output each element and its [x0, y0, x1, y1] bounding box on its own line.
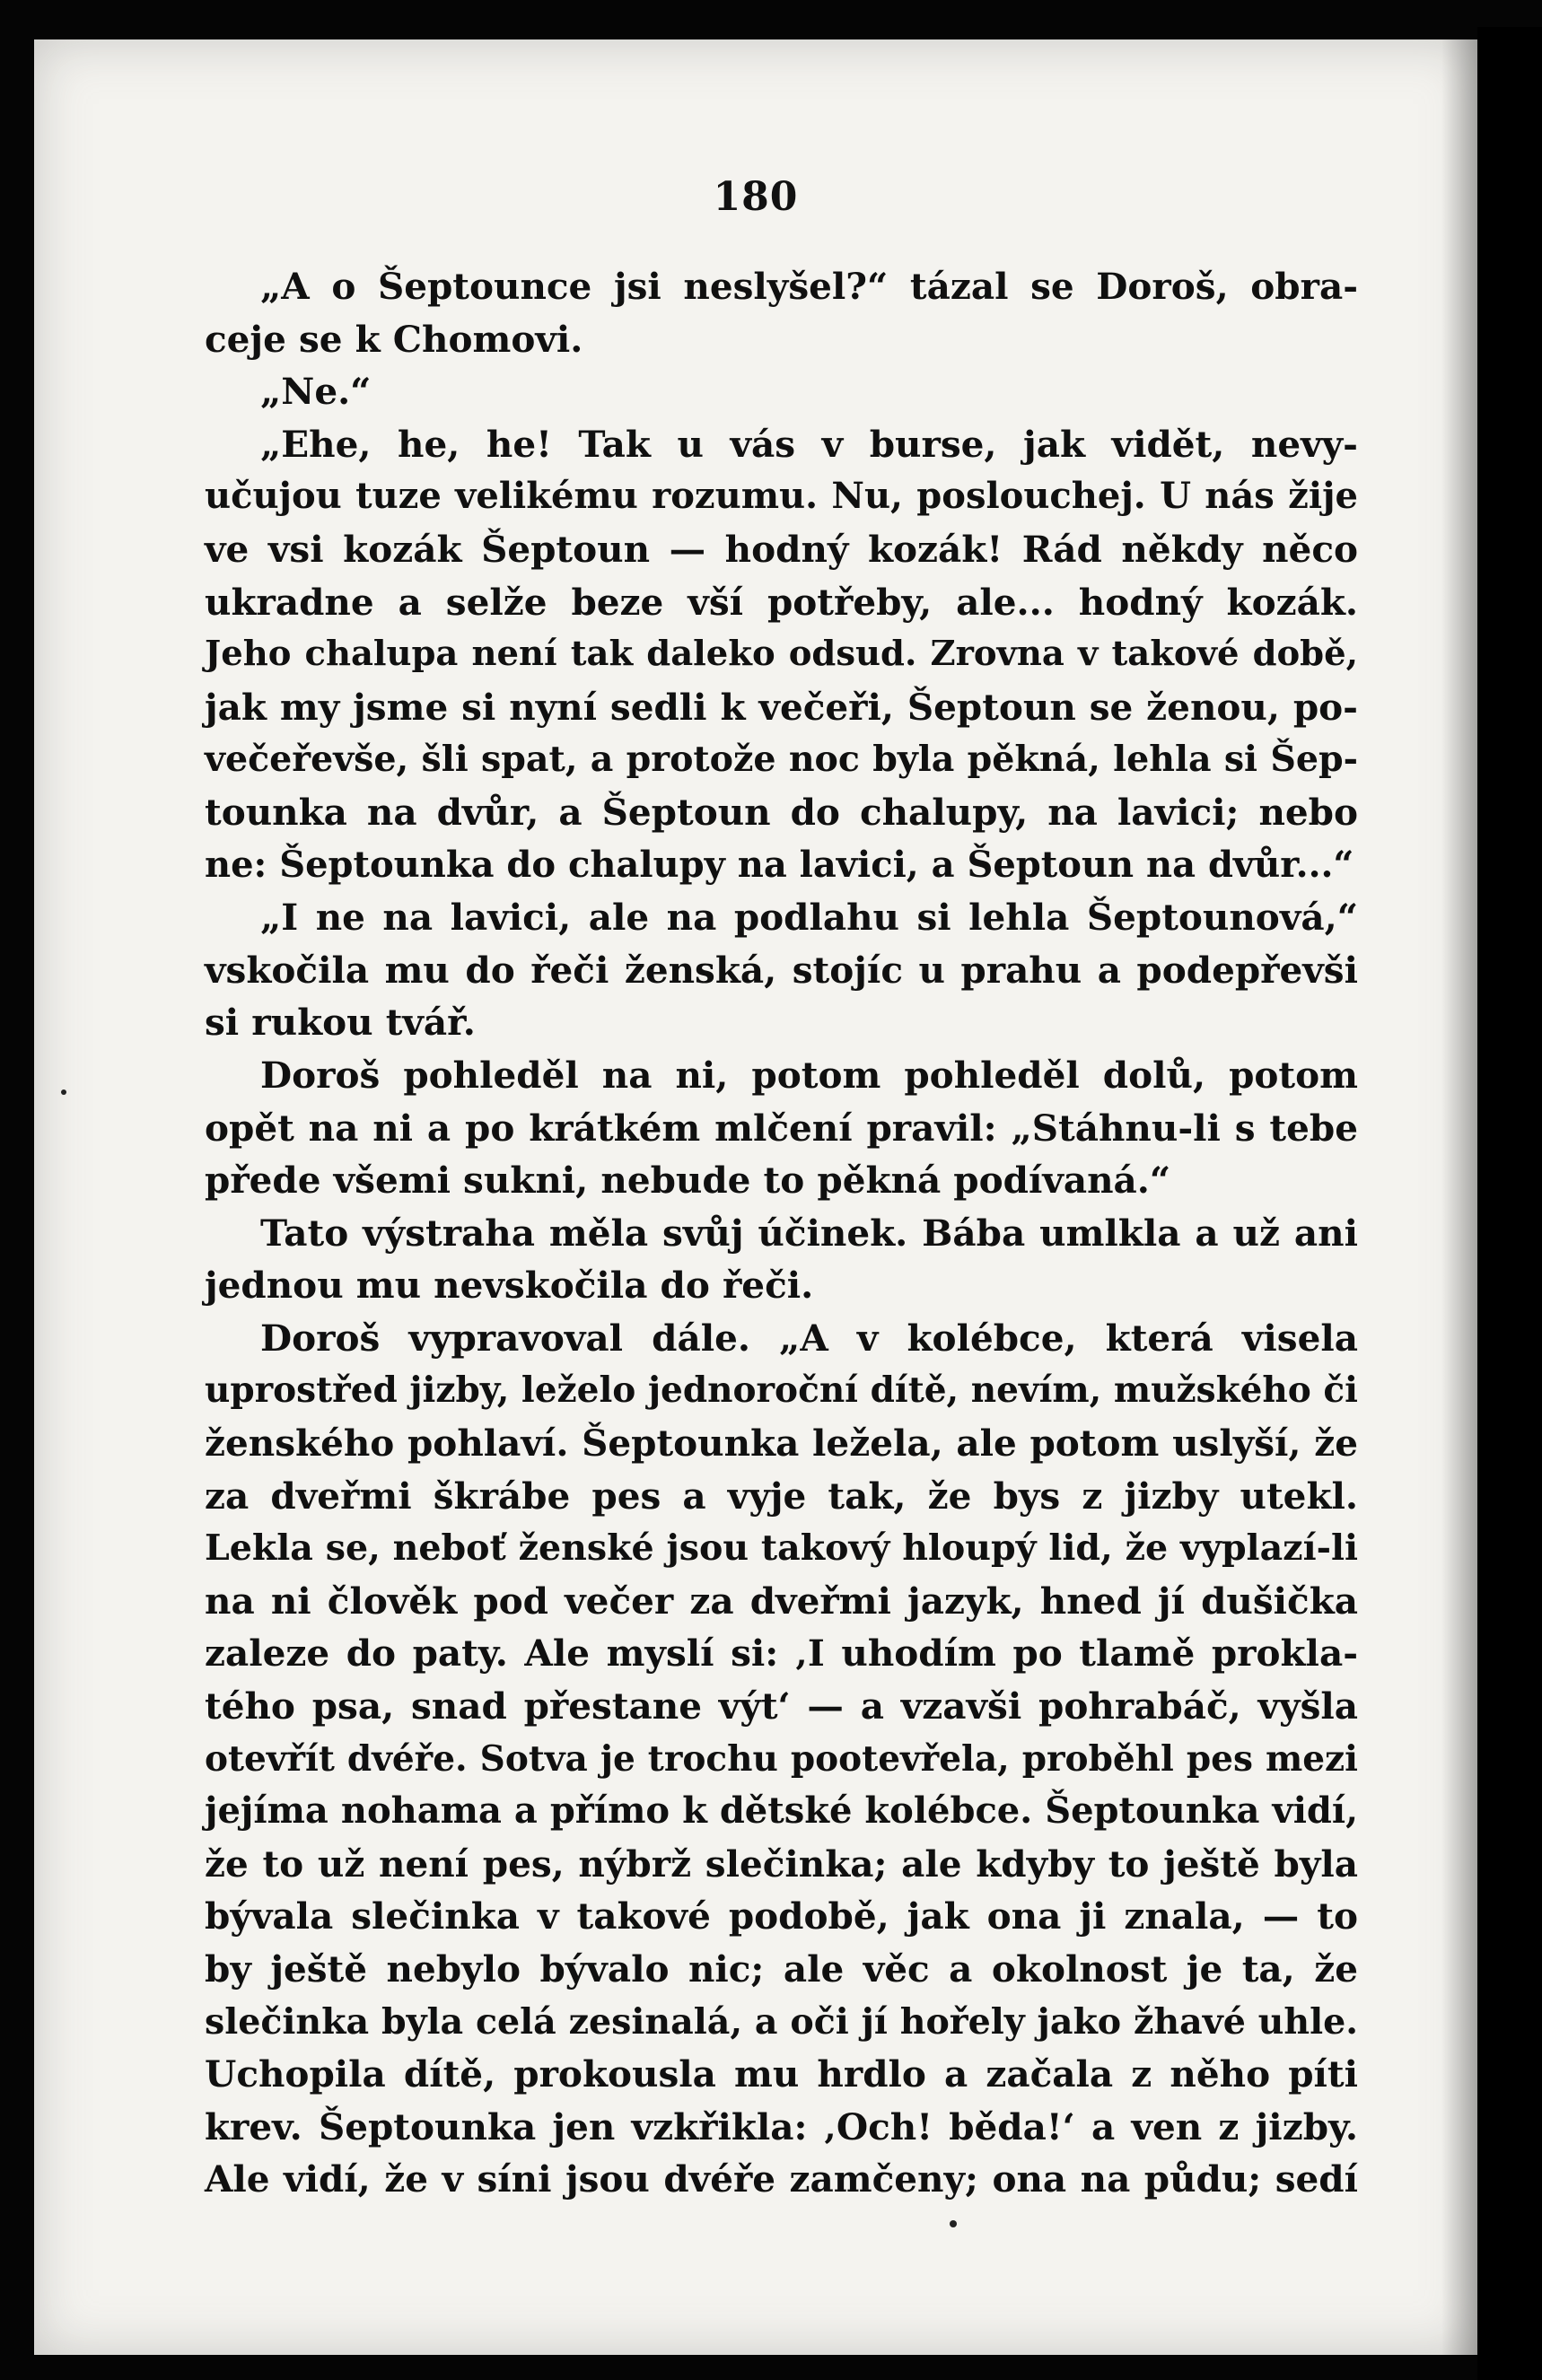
text-line: „Ehe, he, he! Tak u vás v burse, jak vidět, nevy- [260, 422, 1358, 466]
text-line: za dveřmi škrábe pes a vyje tak, že bys z jizby utekl. [205, 1474, 1358, 1518]
body-text [205, 260, 1358, 2206]
text-line: ukradne a selže beze vší potřeby, ale... hodný kozák. [205, 580, 1358, 624]
text-line: slečinka byla celá zesinalá, a oči jí hořely jako žhavé uhle. [205, 2000, 1358, 2043]
text-line: Doroš pohleděl na ni, potom pohleděl dolů, potom [260, 1053, 1358, 1097]
text-line: vskočila mu do řeči ženská, stojíc u prahu a podepřevši [205, 948, 1358, 992]
ink-speck [61, 1089, 66, 1095]
page-number: 180 [713, 174, 799, 220]
text-line: ženského pohlaví. Šeptounka ležela, ale potom uslyší, že [205, 1422, 1358, 1466]
text-line: Ale vidí, že v síni jsou dvéře zamčeny; ona na půdu; sedí [205, 2157, 1358, 2201]
text-line: opět na ni a po krátkém mlčení pravil: „Stáhnu-li s tebe [205, 1106, 1358, 1150]
text-line: „A o Šeptounce jsi neslyšel?“ tázal se Doroš, obra- [260, 265, 1358, 308]
text-line: Lekla se, neboť ženské jsou takový hloupý lid, že vyplazí-li [205, 1527, 1358, 1570]
text-line: jednou mu nevskočila do řeči. [205, 1264, 814, 1308]
right-page-edge [1477, 27, 1542, 2380]
text-line: večeřevše, šli spat, a protože noc byla pěkná, lehla si Šep- [205, 739, 1358, 781]
text-line: uprostřed jizby, leželo jednoroční dítě, nevím, mužského či [205, 1369, 1358, 1412]
text-line: ne: Šeptounka do chalupy na lavici, a Šeptoun na dvůr...“ [205, 843, 1354, 886]
text-line: tounka na dvůr, a Šeptoun do chalupy, na lavici; nebo [205, 790, 1358, 834]
text-line: Uchopila dítě, prokousla mu hrdlo a začala z něho píti [205, 2052, 1358, 2096]
text-line: ceje se k Chomovi. [205, 317, 583, 361]
text-line: otevřít dvéře. Sotva je trochu pootevřela, proběhl pes mezi [205, 1737, 1358, 1780]
text-line: že to už není pes, nýbrž slečinka; ale kdyby to ještě byla [205, 1842, 1358, 1886]
text-line: ve vsi kozák Šeptoun — hodný kozák! Rád někdy něco [205, 527, 1358, 571]
text-line: jak my jsme si nyní sedli k večeři, Šeptoun se ženou, po- [205, 685, 1358, 729]
text-line: tého psa, snad přestane výt‘ — a vzavši pohrabáč, vyšla [205, 1684, 1358, 1728]
text-line: „I ne na lavici, ale na podlahu si lehla Šeptounová,“ [260, 896, 1358, 940]
ink-speck [950, 2220, 957, 2227]
text-line: bývala slečinka v takové podobě, jak ona ji znala, — to [205, 1894, 1358, 1938]
text-line: přede všemi sukni, nebude to pěkná podívaná.“ [205, 1159, 1171, 1203]
text-line: Doroš vypravoval dále. „A v kolébce, která visela [260, 1316, 1358, 1360]
text-line: zaleze do paty. Ale myslí si: ‚I uhodím po tlamě prokla- [205, 1632, 1358, 1676]
text-line: Tato výstraha měla svůj účinek. Bába umlkla a už ani [260, 1211, 1358, 1255]
text-line: na ni člověk pod večer za dveřmi jazyk, hned jí dušička [205, 1579, 1358, 1623]
text-line: jejíma nohama a přímo k dětské kolébce. Šeptounka vidí, [205, 1789, 1358, 1833]
text-line: krev. Šeptounka jen vzkřikla: ‚Och! běda!‘ a ven z jizby. [205, 2104, 1358, 2148]
text-line: si rukou tvář. [205, 1001, 476, 1045]
text-line: by ještě nebylo bývalo nic; ale věc a okolnost je ta, že [205, 1947, 1358, 1991]
text-line: učujou tuze velikému rozumu. Nu, poslouchej. U nás žije [205, 475, 1358, 518]
text-line: „Ne.“ [260, 370, 372, 414]
page-edge-shadow [1441, 39, 1477, 2355]
text-line: Jeho chalupa není tak daleko odsud. Zrovna v takové době, [205, 634, 1358, 675]
